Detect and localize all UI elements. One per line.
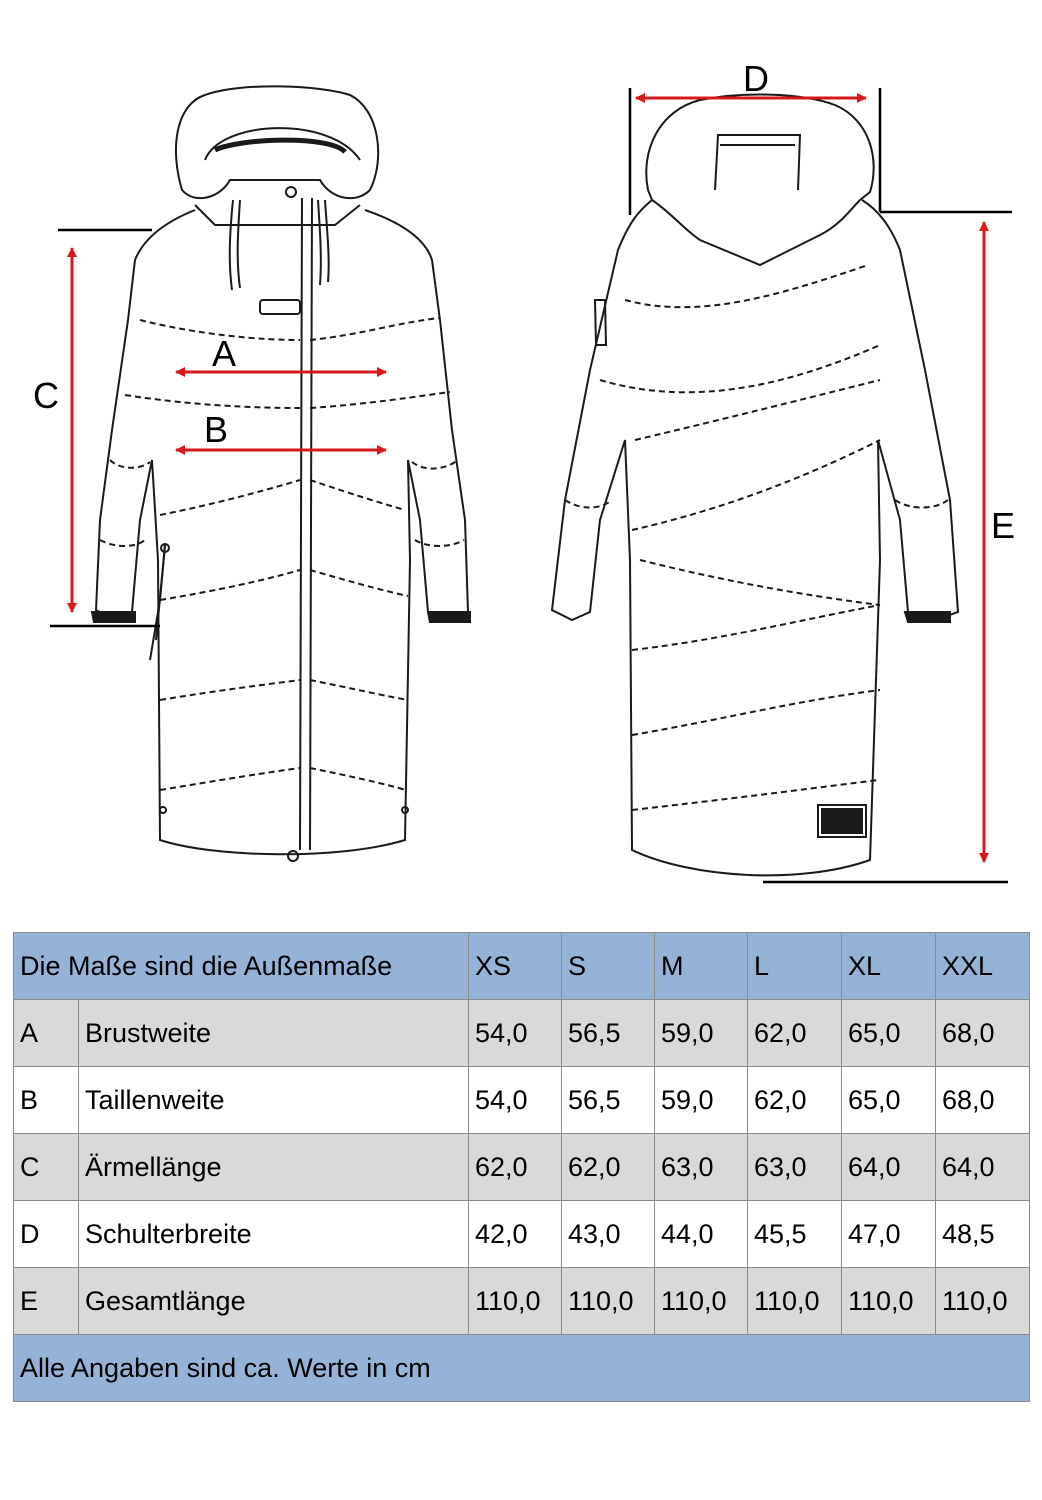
table-cell: 62,0 <box>748 1067 842 1134</box>
dimension-label-c: C <box>33 375 59 416</box>
table-cell: 110,0 <box>655 1268 748 1335</box>
row-key: D <box>14 1201 79 1268</box>
table-header-title: Die Maße sind die Außenmaße <box>14 933 469 1000</box>
table-cell: 43,0 <box>562 1201 655 1268</box>
row-name: Gesamtlänge <box>79 1268 469 1335</box>
row-name: Brustweite <box>79 1000 469 1067</box>
table-cell: 54,0 <box>469 1067 562 1134</box>
table-cell: 65,0 <box>842 1067 936 1134</box>
row-name: Ärmellänge <box>79 1134 469 1201</box>
table-cell: 59,0 <box>655 1000 748 1067</box>
table-footer-note: Alle Angaben sind ca. Werte in cm <box>14 1335 1030 1402</box>
table-row <box>14 1000 1030 1067</box>
dimension-guide-lines <box>50 88 1012 882</box>
table-cell: 68,0 <box>936 1067 1030 1134</box>
table-cell: 56,5 <box>562 1067 655 1134</box>
table-cell: 63,0 <box>748 1134 842 1201</box>
table-cell: 45,5 <box>748 1201 842 1268</box>
size-header: L <box>748 933 842 1000</box>
table-cell: 110,0 <box>469 1268 562 1335</box>
row-key: B <box>14 1067 79 1134</box>
size-header: XS <box>469 933 562 1000</box>
table-cell: 110,0 <box>562 1268 655 1335</box>
front-coat-illustration <box>92 86 470 861</box>
table-row <box>14 1067 1030 1134</box>
table-cell: 64,0 <box>936 1134 1030 1201</box>
size-header: M <box>655 933 748 1000</box>
table-cell: 56,5 <box>562 1000 655 1067</box>
table-cell: 62,0 <box>748 1000 842 1067</box>
table-cell: 62,0 <box>562 1134 655 1201</box>
table-cell: 110,0 <box>936 1268 1030 1335</box>
table-footer-row <box>14 1335 1030 1402</box>
size-header: S <box>562 933 655 1000</box>
table-cell: 54,0 <box>469 1000 562 1067</box>
row-key: A <box>14 1000 79 1067</box>
dimension-label-a: A <box>212 333 237 374</box>
dimension-label-e: E <box>991 505 1016 546</box>
table-cell: 65,0 <box>842 1000 936 1067</box>
table-cell: 110,0 <box>748 1268 842 1335</box>
row-name: Schulterbreite <box>79 1201 469 1268</box>
table-cell: 59,0 <box>655 1067 748 1134</box>
table-row <box>14 1268 1030 1335</box>
table-header-row <box>14 933 1030 1000</box>
dimension-label-b: B <box>204 409 229 450</box>
row-key: E <box>14 1268 79 1335</box>
table-row <box>14 1201 1030 1268</box>
row-name: Taillenweite <box>79 1067 469 1134</box>
table-cell: 63,0 <box>655 1134 748 1201</box>
table-cell: 42,0 <box>469 1201 562 1268</box>
size-header: XL <box>842 933 936 1000</box>
dimension-label-d: D <box>743 58 769 99</box>
row-key: C <box>14 1134 79 1201</box>
table-cell: 62,0 <box>469 1134 562 1201</box>
table-cell: 44,0 <box>655 1201 748 1268</box>
table-cell: 48,5 <box>936 1201 1030 1268</box>
table-cell: 64,0 <box>842 1134 936 1201</box>
table-cell: 110,0 <box>842 1268 936 1335</box>
table-cell: 68,0 <box>936 1000 1030 1067</box>
size-header: XXL <box>936 933 1030 1000</box>
table-cell: 47,0 <box>842 1201 936 1268</box>
table-row <box>14 1134 1030 1201</box>
size-chart-table <box>13 932 1030 1402</box>
